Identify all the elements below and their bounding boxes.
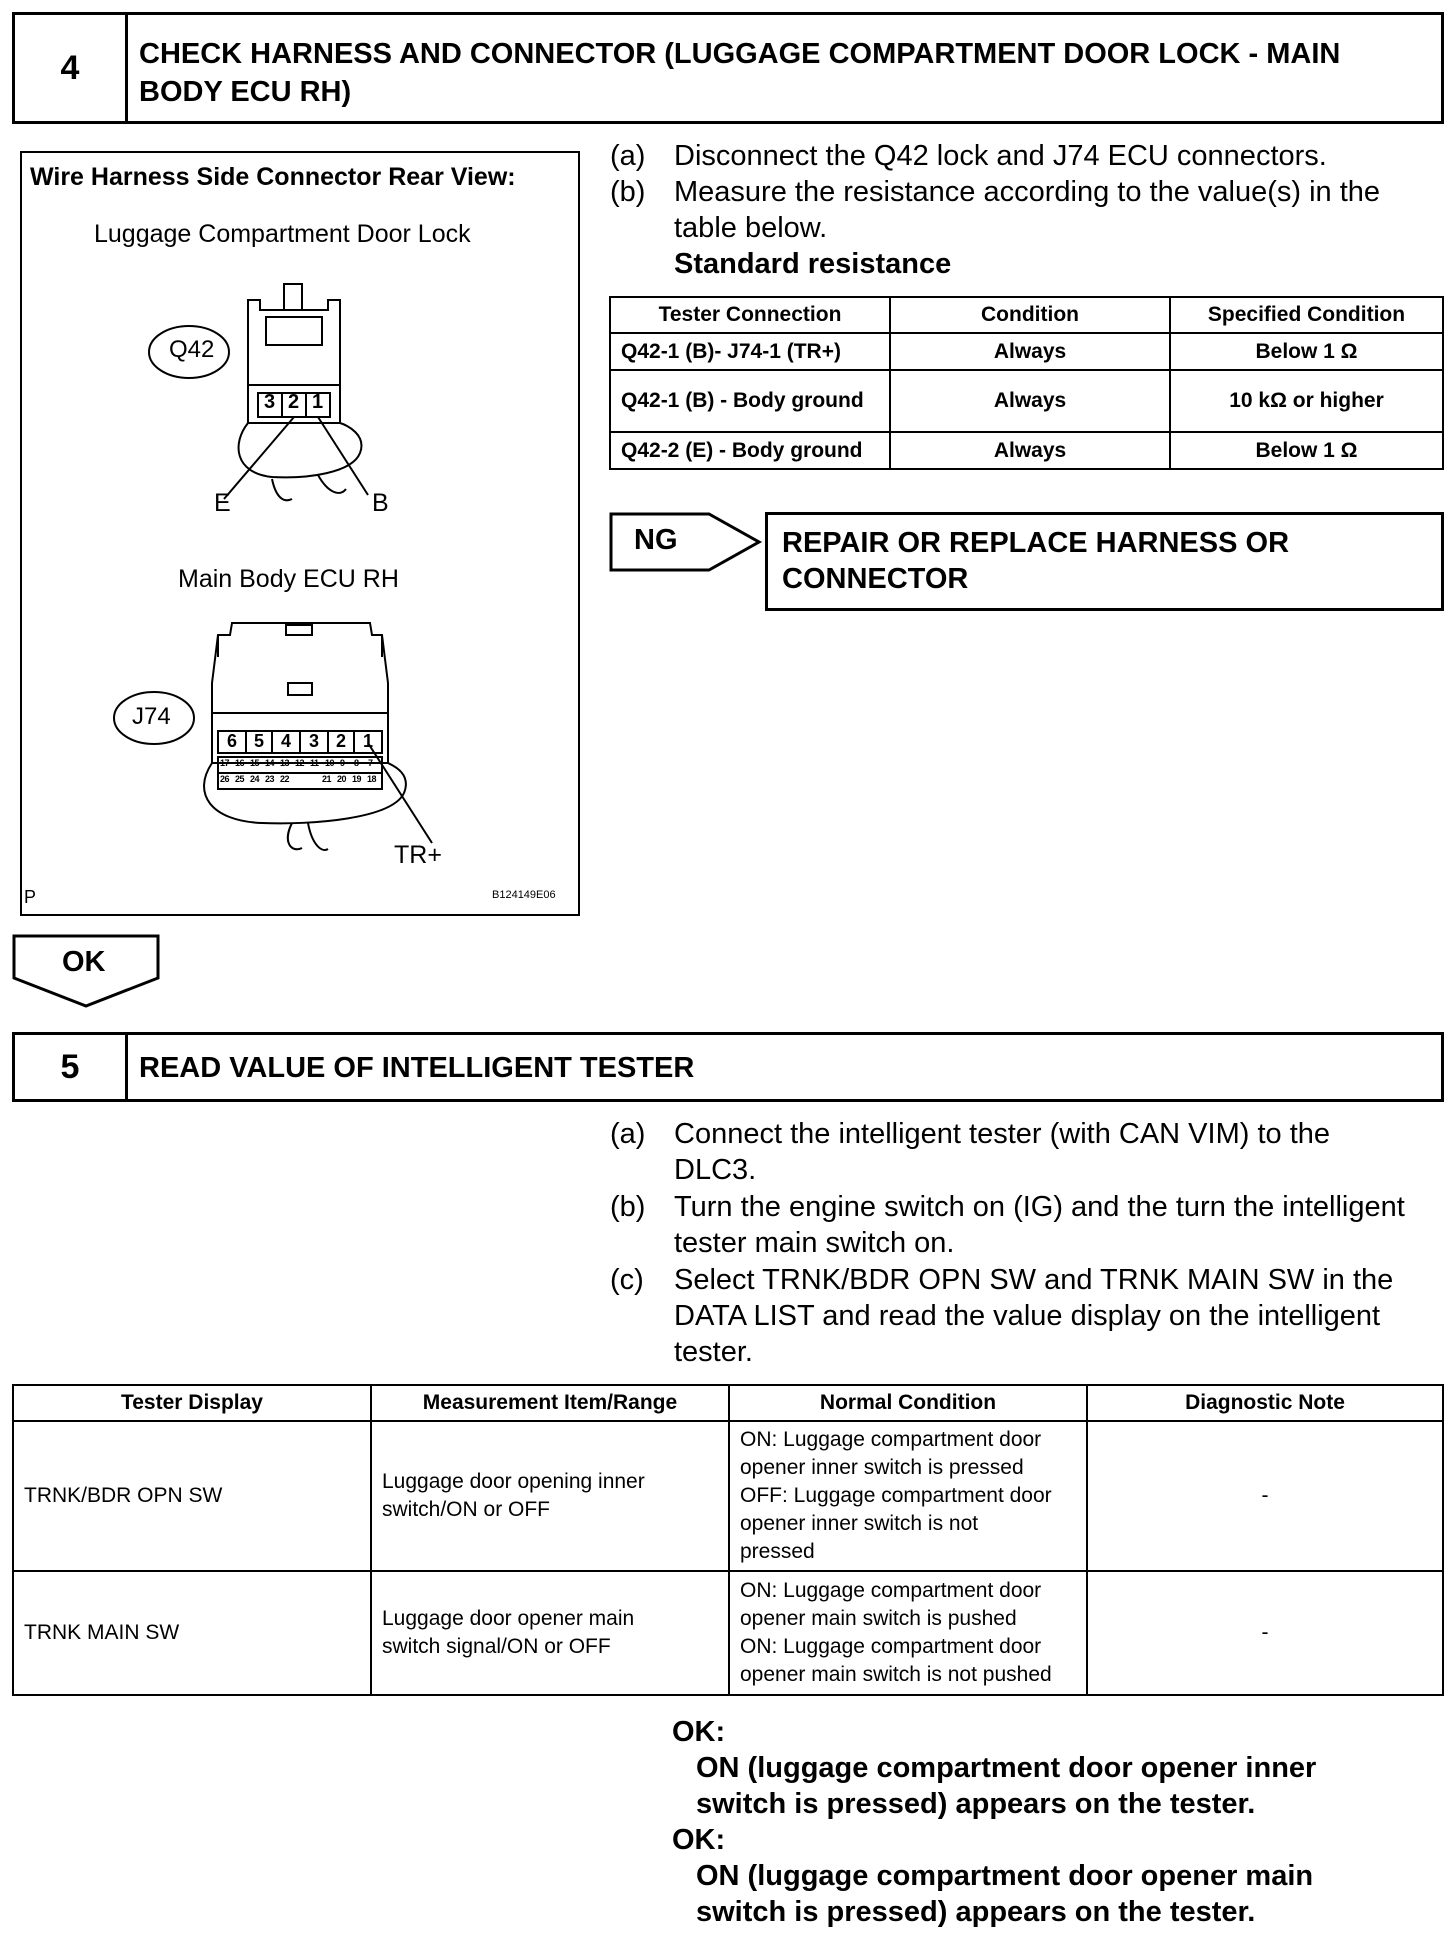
instruction-line: DATA LIST and read the value display on the intelligent — [674, 1300, 1381, 1332]
pin: 14 — [265, 758, 275, 768]
connector-figure — [20, 151, 580, 916]
step-title — [139, 35, 1431, 111]
table-cell: - — [1087, 1421, 1443, 1571]
ok-result-label: OK: — [672, 1716, 726, 1748]
instruction-text — [674, 174, 1380, 282]
cell-line: ON: Luggage compartment door — [740, 1428, 1042, 1451]
ok-result-line: switch is pressed) appears on the tester. — [696, 1896, 1256, 1928]
cell-line: ON: Luggage compartment door — [740, 1635, 1042, 1658]
instruction-line: Connect the intelligent tester (with CAN VIM) to the — [674, 1118, 1331, 1150]
pin: 19 — [352, 774, 362, 784]
pin: 25 — [235, 774, 245, 784]
table-header-row — [610, 297, 1443, 333]
ng-action-line1: REPAIR OR REPLACE HARNESS OR — [782, 527, 1290, 559]
step-5-header — [12, 1032, 1444, 1102]
pin: 13 — [280, 758, 290, 768]
pin: 21 — [322, 774, 332, 784]
standard-resistance-label: Standard resistance — [674, 248, 952, 280]
step-title: READ VALUE OF INTELLIGENT TESTER — [139, 1052, 695, 1084]
pin: 2 — [335, 731, 346, 751]
instruction-line: Turn the engine switch on (IG) and the turn the intelligent — [674, 1191, 1405, 1223]
table-cell — [729, 1571, 1087, 1695]
pin: 24 — [250, 774, 260, 784]
step-number: 5 — [15, 1035, 128, 1099]
instruction-text — [674, 1189, 1405, 1261]
cell-line: opener inner switch is pressed — [740, 1456, 1024, 1479]
cell-line: opener inner switch is not — [740, 1512, 979, 1535]
pin: 4 — [280, 731, 291, 751]
step-4-header — [12, 12, 1444, 124]
cell-line: opener main switch is not pushed — [740, 1663, 1052, 1686]
pin: 22 — [280, 774, 290, 784]
instruction-line: tester. — [674, 1336, 753, 1368]
step-number: 4 — [15, 15, 128, 121]
table-row — [610, 333, 1443, 370]
table-row — [13, 1571, 1443, 1695]
column-header: Tester Connection — [610, 297, 890, 333]
column-header: Tester Display — [13, 1385, 371, 1421]
ok-result-1 — [672, 1714, 1316, 1822]
ng-action-line2: CONNECTOR — [782, 563, 969, 595]
data-list-table — [12, 1384, 1444, 1696]
connector1-title: Luggage Compartment Door Lock — [94, 220, 471, 248]
pin: 1 — [362, 731, 373, 751]
ok-result-label: OK: — [672, 1824, 726, 1856]
label-b: B — [372, 489, 389, 517]
table-cell: Below 1 Ω — [1170, 333, 1443, 370]
connector1-code: Q42 — [169, 336, 215, 363]
instruction-line: table below. — [674, 212, 828, 244]
table-cell: TRNK MAIN SW — [13, 1571, 371, 1695]
column-header: Diagnostic Note — [1087, 1385, 1443, 1421]
ng-label: NG — [634, 524, 678, 556]
table-cell — [371, 1571, 729, 1695]
corner-label: P — [24, 887, 37, 907]
column-header: Normal Condition — [729, 1385, 1087, 1421]
column-header: Measurement Item/Range — [371, 1385, 729, 1421]
ok-result-line: ON (luggage compartment door opener inner — [696, 1752, 1317, 1784]
instruction-label: (b) — [610, 176, 646, 208]
table-row — [610, 432, 1443, 469]
instruction-label: (a) — [610, 140, 646, 172]
instruction-b — [610, 1189, 1450, 1261]
table-cell — [371, 1421, 729, 1571]
pin: 11 — [310, 758, 319, 768]
instruction-a — [610, 138, 1440, 174]
pin: 17 — [220, 758, 230, 768]
table-cell: Always — [890, 333, 1170, 370]
pin: 8 — [354, 758, 359, 768]
cell-line: opener main switch is pushed — [740, 1607, 1017, 1630]
ng-arrow — [609, 512, 769, 572]
resistance-table — [609, 296, 1444, 470]
figure-id: B124149E06 — [492, 889, 556, 901]
instruction-c — [610, 1262, 1450, 1370]
ok-result-line: switch is pressed) appears on the tester. — [696, 1788, 1256, 1820]
pin: 5 — [253, 731, 264, 751]
ng-action-box — [765, 512, 1444, 611]
pin: 16 — [235, 758, 245, 768]
cell-line: ON: Luggage compartment door — [740, 1579, 1042, 1602]
cell-line: OFF: Luggage compartment door — [740, 1484, 1052, 1507]
table-row — [13, 1421, 1443, 1571]
cell-line: switch signal/ON or OFF — [382, 1635, 611, 1658]
table-row — [610, 370, 1443, 432]
table-cell: Always — [890, 370, 1170, 432]
instruction-label: (a) — [610, 1118, 646, 1150]
column-header: Condition — [890, 297, 1170, 333]
instruction-line: Measure the resistance according to the value(s) in the — [674, 176, 1381, 208]
pin: 26 — [220, 774, 230, 784]
figure-heading: Wire Harness Side Connector Rear View: — [30, 163, 516, 191]
pin: 9 — [340, 758, 345, 768]
instruction-label: (c) — [610, 1264, 644, 1296]
table-cell: Q42-2 (E) - Body ground — [610, 432, 890, 469]
table-cell: Always — [890, 432, 1170, 469]
ok-label: OK — [62, 946, 106, 978]
cell-line: switch/ON or OFF — [382, 1498, 551, 1521]
connector-diagram — [22, 153, 578, 914]
pin: 18 — [367, 774, 377, 784]
column-header: Specified Condition — [1170, 297, 1443, 333]
connector1-pin-3: 3 — [264, 391, 276, 413]
table-cell: Q42-1 (B) - Body ground — [610, 370, 890, 432]
instruction-text — [674, 1262, 1393, 1370]
connector1-pin-1: 1 — [312, 391, 324, 413]
instruction-a — [610, 1116, 1440, 1188]
instruction-text: Disconnect the Q42 lock and J74 ECU connectors. — [674, 140, 1327, 172]
pin: 7 — [368, 758, 373, 768]
cell-line: Luggage door opening inner — [382, 1470, 645, 1493]
pin: 23 — [265, 774, 275, 784]
step-title-line1: CHECK HARNESS AND CONNECTOR (LUGGAGE COMPARTMENT DOOR LOCK - MAIN — [139, 38, 1341, 70]
connector2-pin-row3a — [220, 774, 300, 784]
pin: 6 — [226, 731, 237, 751]
connector2-pin-row2 — [220, 758, 382, 768]
instruction-text — [674, 1116, 1330, 1188]
table-cell: TRNK/BDR OPN SW — [13, 1421, 371, 1571]
table-header-row — [13, 1385, 1443, 1421]
pin: 20 — [337, 774, 347, 784]
instruction-line: Select TRNK/BDR OPN SW and TRNK MAIN SW in the — [674, 1264, 1394, 1296]
pin: 12 — [295, 758, 305, 768]
ok-result-2 — [672, 1822, 1313, 1930]
table-cell: - — [1087, 1571, 1443, 1695]
ok-result-line: ON (luggage compartment door opener main — [696, 1860, 1314, 1892]
connector2-pin-row1 — [218, 731, 382, 753]
connector1-pin-2: 2 — [288, 391, 300, 413]
table-cell: Below 1 Ω — [1170, 432, 1443, 469]
pin: 10 — [325, 758, 335, 768]
instruction-label: (b) — [610, 1191, 646, 1223]
label-e: E — [214, 489, 231, 517]
cell-line: pressed — [740, 1540, 815, 1563]
table-cell — [729, 1421, 1087, 1571]
cell-line: Luggage door opener main — [382, 1607, 635, 1630]
instruction-b — [610, 174, 1440, 282]
connector2-title: Main Body ECU RH — [178, 565, 399, 593]
pin: 15 — [250, 758, 260, 768]
instruction-line: DLC3. — [674, 1154, 757, 1186]
pin: 3 — [308, 731, 319, 751]
step-title-line2: BODY ECU RH) — [139, 76, 352, 108]
label-tr-plus: TR+ — [394, 841, 442, 869]
connector2-pin-row3b — [322, 774, 382, 784]
connector2-code: J74 — [132, 703, 171, 730]
table-cell: Q42-1 (B)- J74-1 (TR+) — [610, 333, 890, 370]
instruction-line: tester main switch on. — [674, 1227, 955, 1259]
table-cell: 10 kΩ or higher — [1170, 370, 1443, 432]
